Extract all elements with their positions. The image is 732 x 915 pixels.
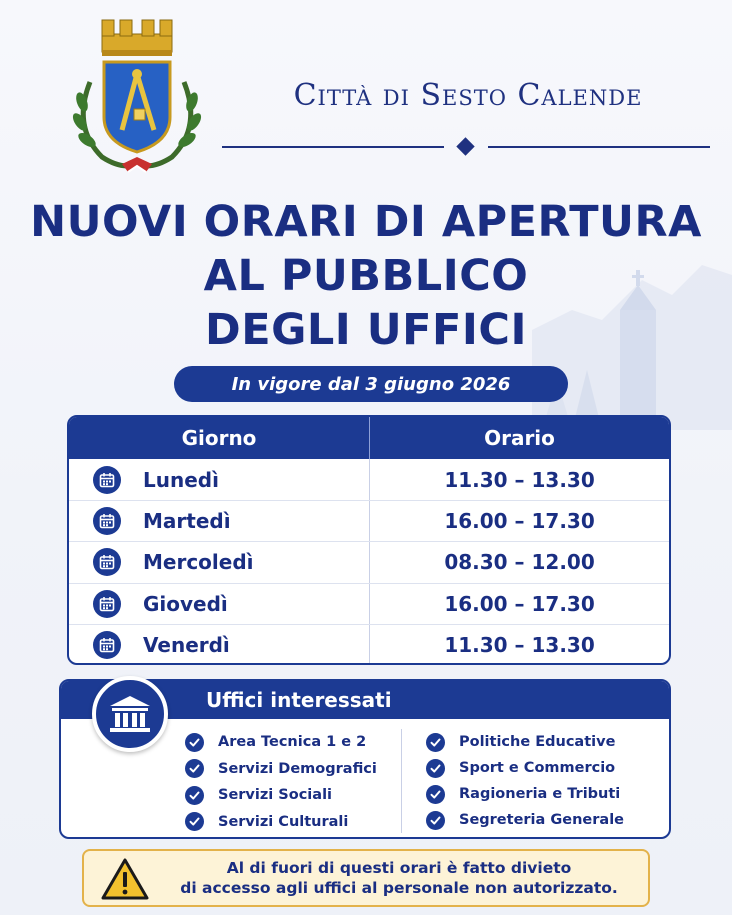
- city-title: Città di Sesto Calende: [293, 78, 643, 113]
- office-label: Ragioneria e Tributi: [459, 786, 621, 802]
- schedule-row: [69, 500, 669, 541]
- check-icon: [426, 733, 445, 752]
- title-divider: [222, 138, 710, 156]
- warning-icon: [100, 857, 150, 901]
- day-cell: [69, 625, 369, 665]
- calendar-icon: [93, 548, 121, 576]
- schedule-table: [67, 415, 671, 665]
- day-label: Venerdì: [143, 632, 230, 657]
- office-item: [426, 729, 669, 755]
- column-header-day: Giorno: [181, 426, 257, 450]
- check-icon: [185, 759, 204, 778]
- column-header-time: Orario: [369, 417, 669, 459]
- day-cell: [69, 542, 369, 582]
- headline-line-3: DEGLI UFFICI: [205, 305, 527, 355]
- check-icon: [426, 811, 445, 830]
- office-label: Politiche Educative: [459, 734, 616, 750]
- day-label: Martedì: [143, 509, 231, 534]
- warning-line-2: di accesso agli uffici al personale non autorizzato.: [180, 879, 618, 897]
- day-cell: [69, 501, 369, 541]
- check-icon: [185, 786, 204, 805]
- time-cell: 16.00 – 17.30: [369, 584, 669, 624]
- calendar-icon: [93, 507, 121, 535]
- day-label: Mercoledì: [143, 550, 254, 575]
- office-item: [426, 781, 669, 807]
- office-item: [185, 782, 401, 809]
- schedule-header: [69, 417, 669, 459]
- day-cell: [69, 459, 369, 500]
- calendar-icon: [93, 631, 121, 659]
- office-label: Segreteria Generale: [459, 812, 624, 828]
- check-icon: [185, 812, 204, 831]
- time-cell: 11.30 – 13.30: [369, 625, 669, 665]
- headline-line-1: NUOVI ORARI DI APERTURA: [30, 197, 702, 247]
- office-item: [185, 809, 401, 836]
- calendar-icon: [93, 466, 121, 494]
- office-item: [185, 729, 401, 756]
- check-icon: [185, 733, 204, 752]
- headline: [0, 195, 732, 357]
- office-label: Servizi Demografici: [218, 760, 377, 777]
- calendar-icon: [93, 590, 121, 618]
- office-label: Sport e Commercio: [459, 760, 616, 776]
- warning-line-1: Al di fuori di questi orari è fatto divieto: [226, 859, 572, 877]
- schedule-row: [69, 583, 669, 624]
- time-cell: 11.30 – 13.30: [369, 459, 669, 500]
- check-icon: [426, 785, 445, 804]
- check-icon: [426, 759, 445, 778]
- schedule-row: [69, 541, 669, 582]
- offices-list-right: [401, 729, 669, 833]
- schedule-row: [69, 624, 669, 665]
- office-label: Servizi Culturali: [218, 813, 349, 830]
- offices-title: Uffici interessati: [61, 681, 669, 719]
- office-item: [185, 756, 401, 783]
- schedule-row: [69, 459, 669, 500]
- effective-date-badge: In vigore dal 3 giugno 2026: [174, 366, 568, 402]
- office-label: Area Tecnica 1 e 2: [218, 734, 367, 751]
- time-cell: 08.30 – 12.00: [369, 542, 669, 582]
- office-item: [426, 807, 669, 833]
- headline-line-2: AL PUBBLICO: [203, 251, 529, 301]
- time-cell: 16.00 – 17.30: [369, 501, 669, 541]
- office-label: Servizi Sociali: [218, 787, 333, 804]
- day-label: Lunedì: [143, 467, 219, 492]
- coat-of-arms-icon: [62, 12, 212, 184]
- office-item: [426, 755, 669, 781]
- day-cell: [69, 584, 369, 624]
- town-hall-icon: [92, 676, 168, 752]
- warning-box: [82, 849, 650, 907]
- day-label: Giovedì: [143, 591, 228, 616]
